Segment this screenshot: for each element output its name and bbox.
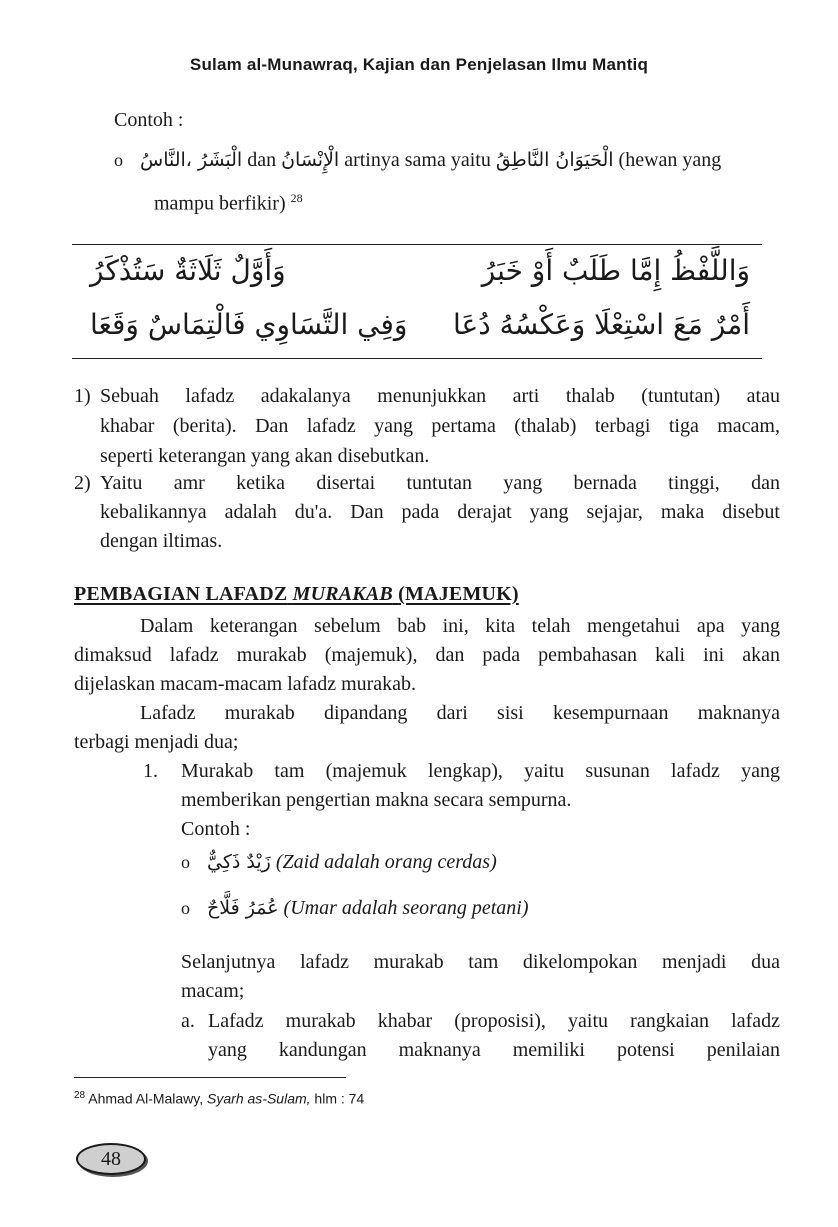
example-translation: (Umar adalah seorang petani) (283, 897, 529, 919)
example-row (181, 848, 497, 876)
heading-text: (MAJEMUK) (398, 583, 519, 605)
poem-top-rule (72, 244, 762, 245)
paragraph-line: Selanjutnya lafadz murakab tam dikelompokan menjadi dua (181, 951, 780, 973)
running-header: Sulam al-Munawraq, Kajian dan Penjelasan Ilmu Mantiq (189, 55, 649, 74)
note-line: khabar (berita). Dan lafadz yang pertama (thalab) terbagi tiga macam, (100, 415, 780, 437)
heading-italic-text: MURAKAB (292, 583, 393, 605)
footnote-number: 28 (74, 1090, 86, 1101)
footnote-author: Ahmad Al-Malawy, (88, 1090, 204, 1107)
note-line: seperti keterangan yang akan disebutkan. (100, 445, 430, 467)
footnote (74, 1090, 364, 1107)
example-line (114, 146, 784, 174)
paragraph-line: macam; (181, 980, 245, 1002)
paragraph-line: Lafadz murakab dipandang dari sisi kesempurnaan maknanya (140, 702, 780, 724)
example-line-continued (154, 184, 303, 218)
paragraph-line: terbagi menjadi dua; (74, 731, 239, 753)
list-number: 1. (143, 760, 158, 782)
verse-hemistich-left: وَفِي التَّسَاوِي فَالْتِمَاسٌ وَقَعَا (90, 308, 408, 341)
list-item-line: Murakab tam (majemuk lengkap), yaitu susunan lafadz yang (181, 760, 780, 782)
footnote-page: hlm : 74 (314, 1090, 365, 1107)
sub-item-line: yang kandungan maknanya memiliki potensi penilaian (208, 1039, 780, 1061)
heading-text: PEMBAGIAN LAFADZ (74, 583, 288, 605)
arabic-term: الْبَشَرُ ،النَّاسُ (140, 149, 243, 171)
bullet-marker: o (181, 898, 190, 918)
note-line: Yaitu amr ketika disertai tuntutan yang bernada tinggi, dan (100, 472, 780, 494)
sub-item-line: Lafadz murakab khabar (proposisi), yaitu rangkaian lafadz (208, 1010, 780, 1032)
verse-hemistich-right: أَمْرٌ مَعَ اسْتِعْلَا وَعَكْسُهُ دُعَا (452, 308, 750, 341)
note-line: kebalikannya adalah du'a. Dan pada derajat yang sejajar, maka disebut (100, 501, 780, 523)
verse-hemistich-right: وَاللَّفْظُ إِمَّا طَلَبٌ أَوْ خَبَرُ (481, 254, 750, 287)
example-translation: (Zaid adalah orang cerdas) (275, 851, 497, 873)
note-number: 1) (74, 385, 91, 407)
footnote-rule (74, 1077, 346, 1078)
example-label: Contoh : (181, 818, 251, 840)
verse-hemistich-left: وَأَوَّلٌ ثَلَاثَةٌ سَتُذْكَرُ (90, 254, 286, 287)
note-line: dengan iltimas. (100, 530, 223, 552)
arabic-example: زَيْدٌ ذَكِيٌّ (207, 851, 271, 873)
text-fragment: (hewan yang (618, 149, 722, 171)
arabic-term: الْحَيَوَانُ النَّاطِقُ (495, 149, 614, 171)
poem-verse-2 (90, 308, 750, 341)
note-number: 2) (74, 472, 91, 494)
footnote-ref: 28 (290, 191, 303, 205)
text-fragment: mampu berfikir) (154, 192, 286, 215)
paragraph-line: Dalam keterangan sebelum bab ini, kita telah mengetahui apa yang (140, 615, 780, 637)
sub-item-letter: a. (181, 1010, 195, 1032)
poem-bottom-rule (72, 358, 762, 359)
list-item-line: memberikan pengertian makna secara sempurna. (181, 789, 572, 811)
paragraph-line: dijelaskan macam-macam lafadz murakab. (74, 673, 417, 695)
text-fragment: artinya sama yaitu (344, 149, 491, 171)
poem-verse-1 (90, 254, 750, 287)
example-label: Contoh : (114, 109, 184, 131)
section-heading (74, 583, 519, 606)
example-row (181, 894, 529, 922)
text-fragment: dan (247, 149, 277, 171)
paragraph-line: dimaksud lafadz murakab (majemuk), dan pada pembahasan kali ini akan (74, 644, 780, 666)
bullet-marker: o (181, 852, 190, 872)
footnote-title: Syarh as-Sulam, (207, 1090, 311, 1107)
arabic-term: الْإِنْسَانُ (281, 149, 340, 171)
page-number: 48 (76, 1143, 146, 1175)
bullet-marker: o (114, 150, 123, 170)
note-line: Sebuah lafadz adakalanya menunjukkan arti thalab (tuntutan) atau (100, 385, 780, 407)
arabic-example: عُمَرُ فَلَّاحٌ (207, 897, 279, 919)
